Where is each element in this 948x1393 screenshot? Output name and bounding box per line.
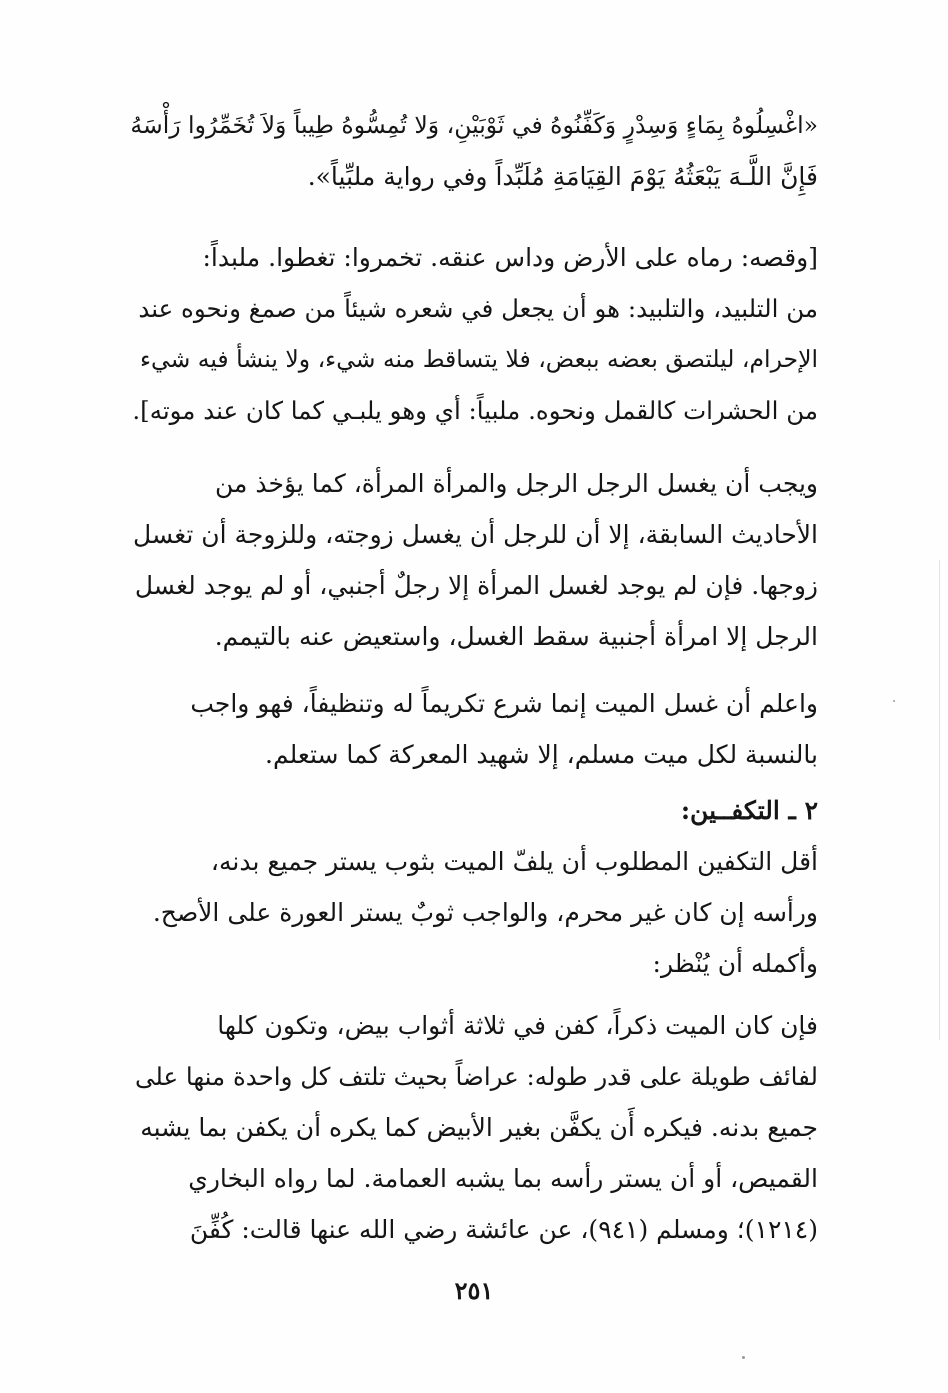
text-line: فإن كان الميت ذكراً، كفن في ثلاثة أثواب بيض، وتكون كلها (217, 1011, 818, 1040)
obligation-paragraph (128, 678, 818, 780)
shroud-details-paragraph (128, 1000, 818, 1255)
text-line: فَإِنَّ اللَّـهَ يَبْعَثُهُ يَوْمَ القِيَامَةِ مُلَبِّداً وفي رواية ملبِّياً». (307, 162, 818, 191)
text-line: [وقصه: رماه على الأرض وداس عنقه. تخمروا: تغطوا. ملبداً: (202, 243, 818, 272)
scan-edge-shadow (939, 560, 940, 1040)
text-line: الإحرام، ليلتصق بعضه ببعض، فلا يتساقط منه شيء، ولا ينشأ فيه شيء (139, 345, 818, 373)
text-line: من التلبيد، والتلبيد: هو أن يجعل في شعره شيئاً من صمغ ونحوه عند (138, 294, 818, 323)
text-line: زوجها. فإن لم يوجد لغسل المرأة إلا رجلٌ أجنبي، أو لم يوجد لغسل (134, 571, 818, 600)
text-line: وأكمله أن يُنْظر: (652, 949, 818, 978)
text-line: واعلم أن غسل الميت إنما شرع تكريماً له وتنظيفاً، فهو واجب (190, 689, 818, 718)
text-line: الرجل إلا امرأة أجنبية سقط الغسل، واستعيض عنه بالتيمم. (214, 622, 818, 651)
scan-speck (742, 1356, 745, 1359)
page-number: ٢٥١ (454, 1276, 494, 1305)
text-line: القميص، أو أن يستر رأسه بما يشبه العمامة. لما رواه البخاري (188, 1164, 818, 1193)
section-heading: ٢ ـ التكفــين: (680, 796, 818, 825)
hadith-quote (128, 100, 818, 202)
text-line: من الحشرات كالقمل ونحوه. ملبياً: أي وهو يلبـي كما كان عند موته]. (132, 396, 818, 425)
text-line: لفائف طويلة على قدر طوله: عراضاً بحيث تلتف كل واحدة منها على (134, 1062, 818, 1091)
text-line: أقل التكفين المطلوب أن يلفّ الميت بثوب يستر جميع بدنه، (210, 847, 818, 876)
text-line: جميع بدنه. فيكره أَن يكفَّن بغير الأبيض كما يكره أن يكفن بما يشبه (140, 1113, 818, 1142)
text-line: الأحاديث السابقة، إلا أن للرجل أن يغسل زوجته، وللزوجة أن تغسل (133, 520, 818, 549)
text-line: بالنسبة لكل ميت مسلم، إلا شهيد المعركة كما ستعلم. (265, 740, 818, 769)
text-line: ويجب أن يغسل الرجل الرجل والمرأة المرأة، كما يؤخذ من (215, 469, 818, 498)
who-washes-paragraph (128, 458, 818, 662)
glossary-paragraph (128, 232, 818, 436)
scan-speck (893, 700, 895, 702)
text-line: «اغْسِلُوهُ بِمَاءٍ وَسِدْرٍ وَكَفِّنُوهُ في ثَوْبَيْنِ، وَلا تُمِسُّوهُ طِيباً وَلاَ تُخَمِّرُوا رَأْسَهُ (130, 111, 818, 139)
shrouding-section (128, 785, 818, 989)
text-line: (١٢١٤)؛ ومسلم (٩٤١)، عن عائشة رضي الله عنها قالت: كُفِّنَ (189, 1215, 818, 1244)
text-line: ورأسه إن كان غير محرم، والواجب ثوبٌ يستر العورة على الأصح. (152, 898, 818, 927)
